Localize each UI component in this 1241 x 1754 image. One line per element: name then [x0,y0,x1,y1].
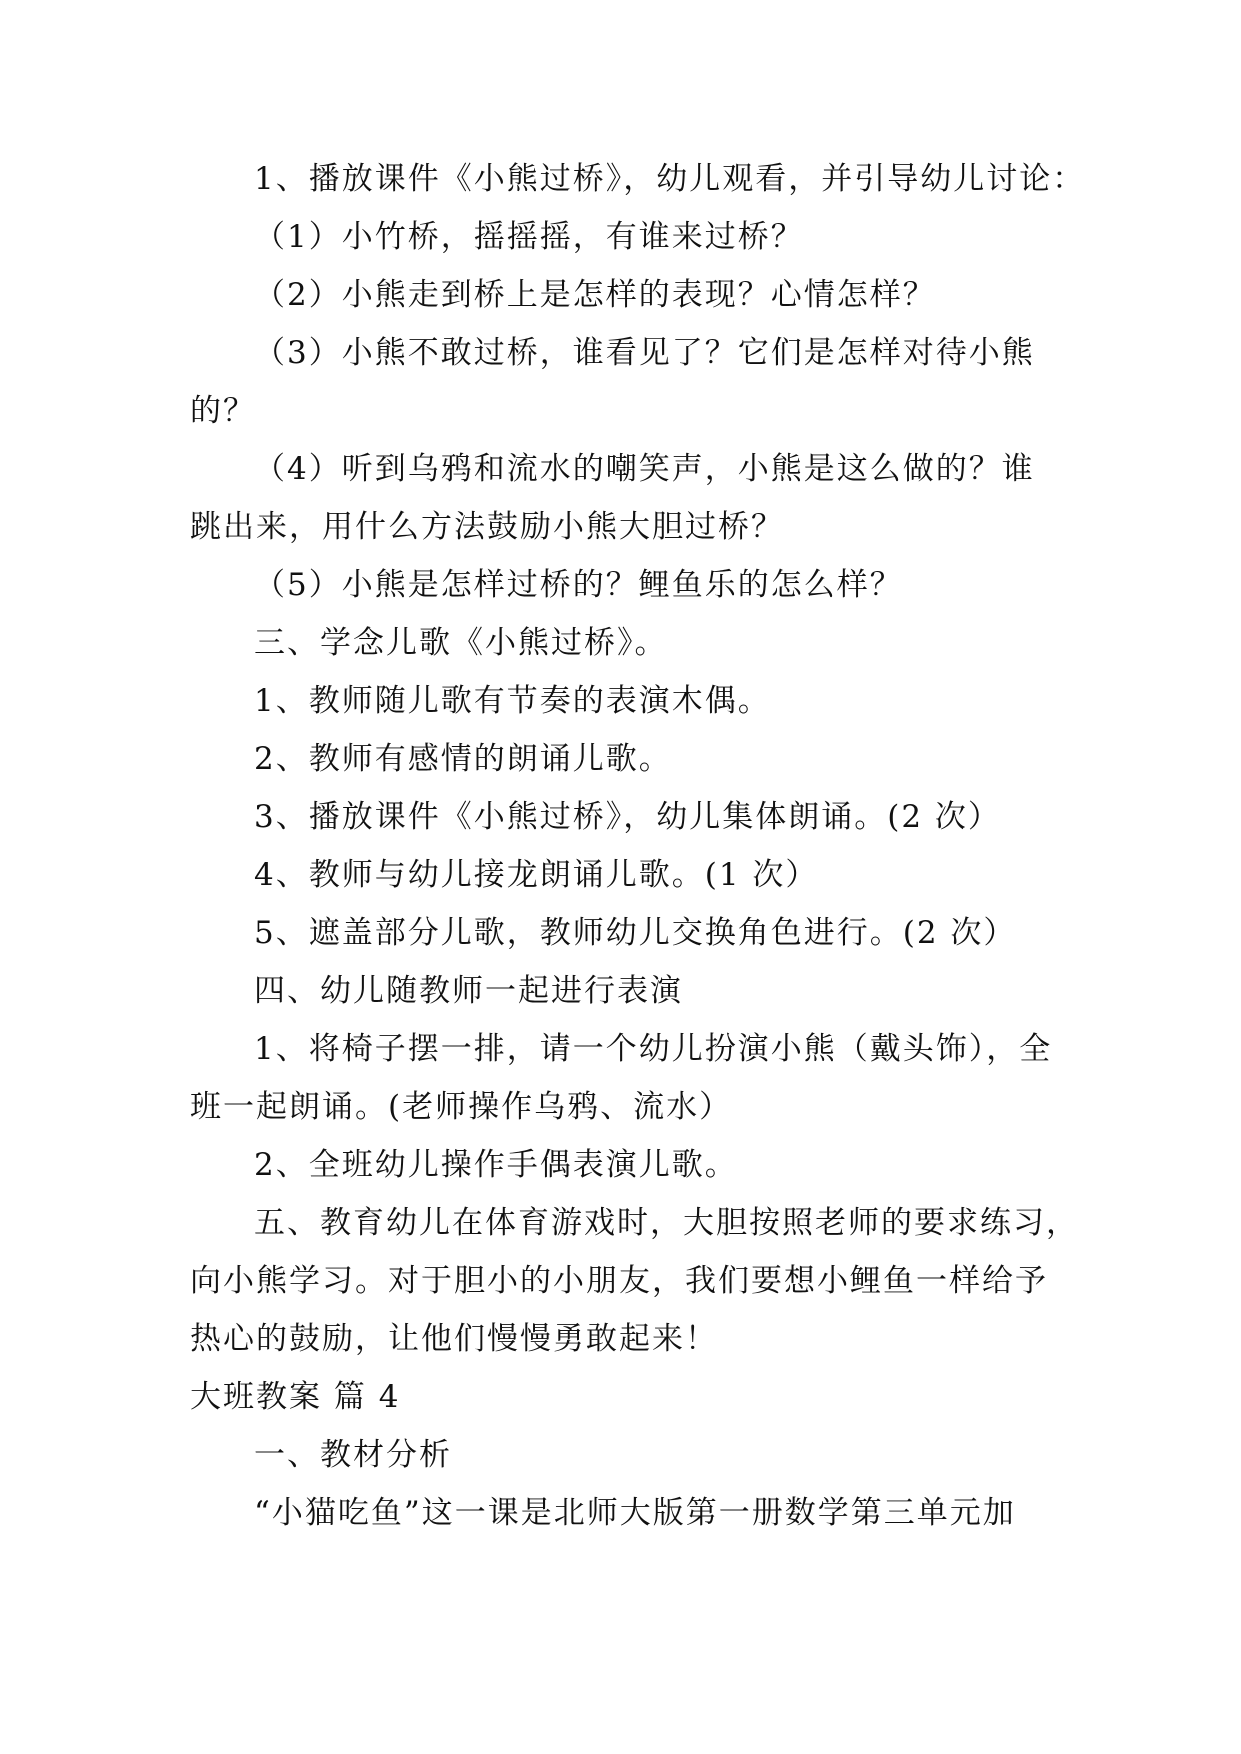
step-line: 2、教师有感情的朗诵儿歌。 [254,741,672,777]
question-line-continued: 的？ [190,393,256,429]
question-line: （3）小熊不敢过桥，谁看见了？它们是怎样对待小熊 [254,335,1035,371]
document-page [190,150,1086,1542]
step-line: 1、教师随儿歌有节奏的表演木偶。 [254,683,771,719]
section-heading: 一、教材分析 [254,1437,452,1473]
section-heading: 三、学念儿歌《小熊过桥》。 [254,625,668,661]
step-line-continued: 班一起朗诵。(老师操作乌鸦、流水） [190,1089,733,1125]
paragraph-line: “小猫吃鱼”这一课是北师大版第一册数学第三单元加 [254,1495,1016,1531]
question-line: （2）小熊走到桥上是怎样的表现？心情怎样？ [254,277,936,313]
paragraph-line-continued: 热心的鼓励，让他们慢慢勇敢起来！ [190,1321,718,1357]
paragraph-line-continued: 向小熊学习。对于胆小的小朋友，我们要想小鲤鱼一样给予 [190,1263,1048,1299]
step-line: 1、将椅子摆一排，请一个幼儿扮演小熊（戴头饰），全 [254,1031,1053,1067]
paragraph-line: 1、播放课件《小熊过桥》，幼儿观看，并引导幼儿讨论： [254,161,1086,197]
step-line: 3、播放课件《小熊过桥》，幼儿集体朗诵。(2 次） [254,799,1001,835]
chapter-title: 大班教案 篇 4 [190,1379,401,1415]
section-heading: 五、教育幼儿在体育游戏时，大胆按照老师的要求练习， [254,1205,1079,1241]
question-line: （4）听到乌鸦和流水的嘲笑声，小熊是这么做的？谁 [254,451,1035,487]
question-line-continued: 跳出来，用什么方法鼓励小熊大胆过桥？ [190,509,784,545]
question-line: （5）小熊是怎样过桥的？鲤鱼乐的怎么样？ [254,567,903,603]
step-line: 4、教师与幼儿接龙朗诵儿歌。(1 次） [254,857,819,893]
step-line: 5、遮盖部分儿歌，教师幼儿交换角色进行。(2 次） [254,915,1017,951]
question-line: （1）小竹桥，摇摇摇，有谁来过桥？ [254,219,804,255]
section-heading: 四、幼儿随教师一起进行表演 [254,973,683,1009]
step-line: 2、全班幼儿操作手偶表演儿歌。 [254,1147,738,1183]
